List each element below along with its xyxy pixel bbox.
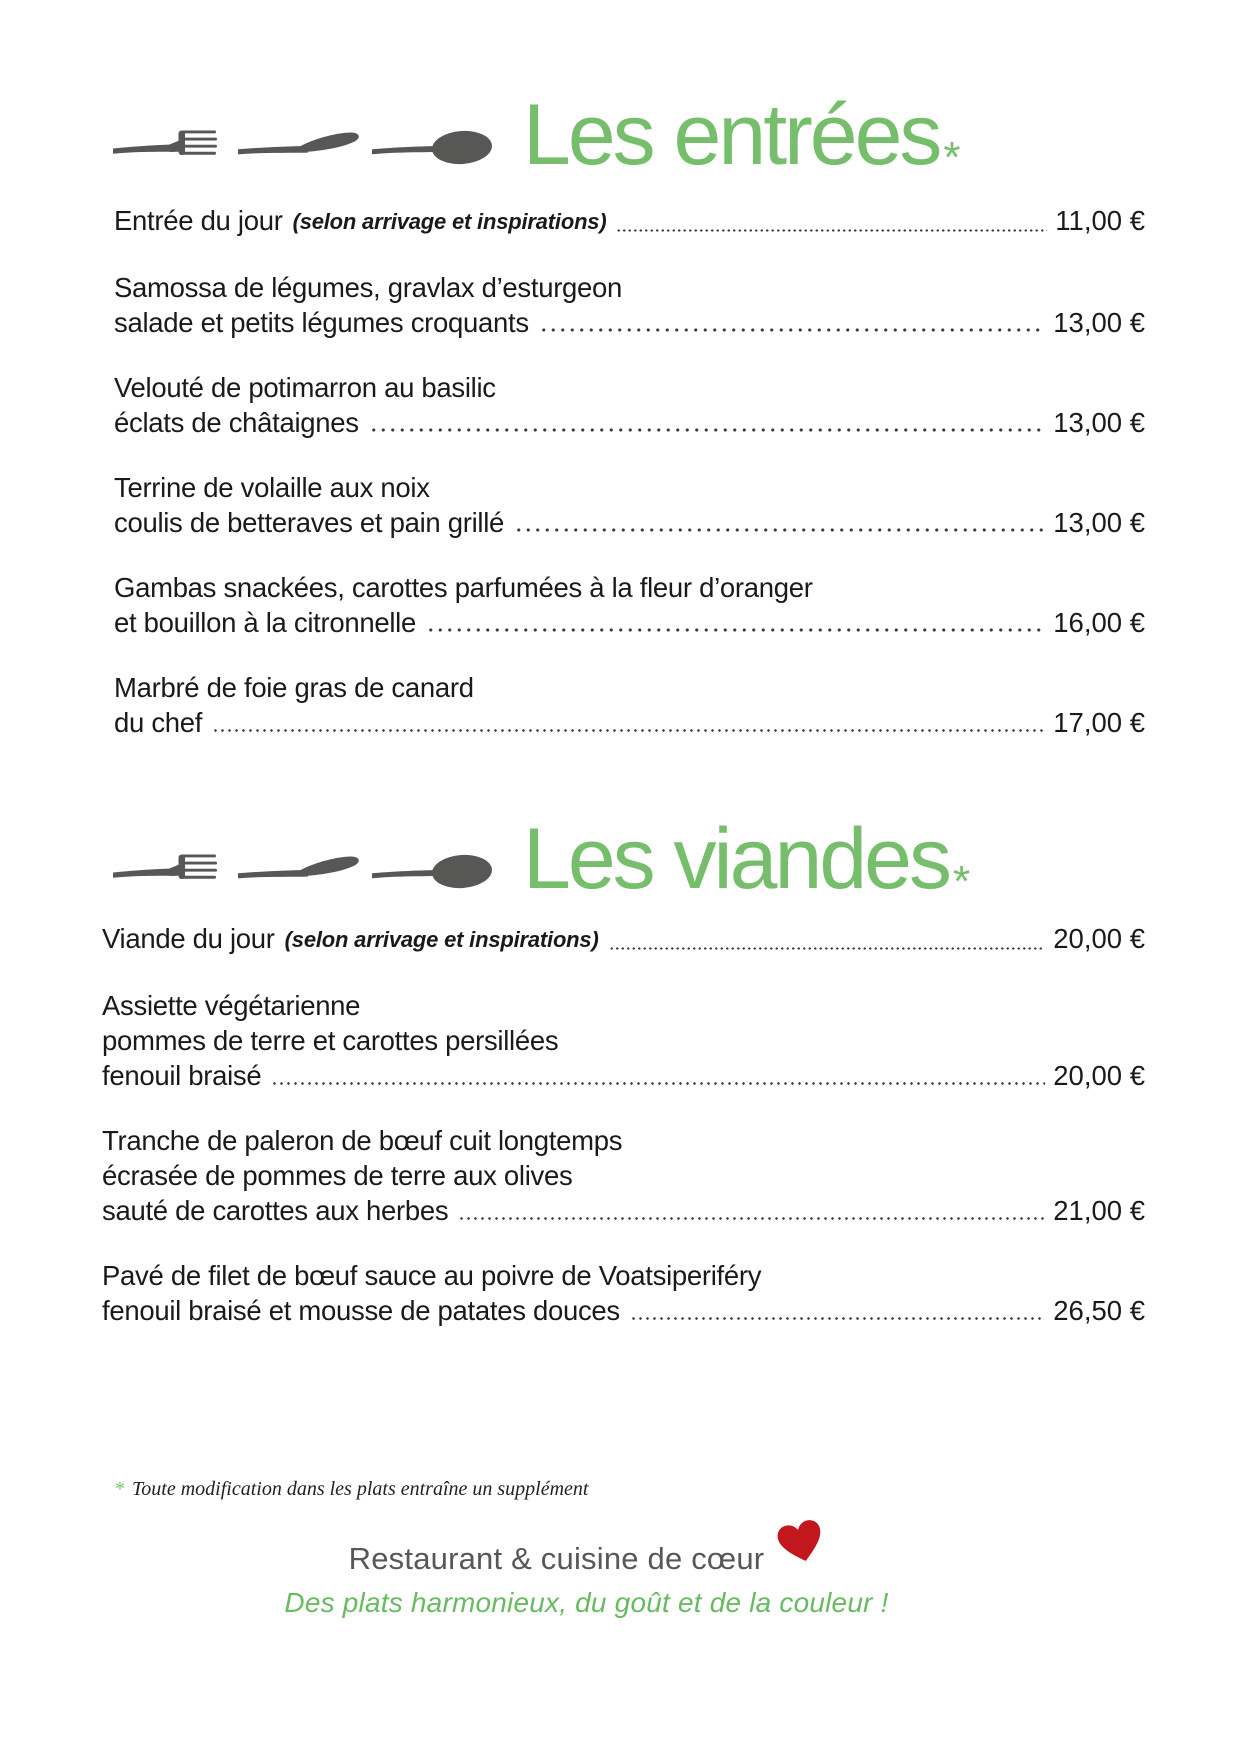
menu-item-line [114, 705, 1145, 740]
brand-row [349, 1527, 825, 1577]
dotted-leader [539, 305, 1045, 340]
dotted-leader [271, 1058, 1045, 1093]
menu-item [114, 270, 1145, 340]
section-title-text: Les viandes [523, 811, 949, 908]
dish-text: Marbré de foie gras de canard [114, 672, 474, 704]
menu-item-line [114, 605, 1145, 640]
dish-text: sauté de carottes aux herbes [102, 1195, 449, 1227]
menu-item-line [102, 1158, 1145, 1193]
section-title-asterisk: * [943, 133, 961, 182]
price: 21,00 € [1053, 1195, 1145, 1227]
dish-text: Velouté de potimarron au basilic [114, 372, 496, 404]
brand-text: Restaurant & cuisine de cœur [348, 1541, 765, 1577]
dish-text: Entrée du jour [114, 205, 283, 237]
menu-item-line [102, 1058, 1145, 1093]
menu-item-line [114, 270, 1145, 305]
dish-text: Assiette végétarienne [102, 990, 361, 1022]
section-entrees [0, 0, 1145, 740]
section-title-text: Les entrées [523, 87, 940, 183]
dish-text: écrasée de pommes de terre aux olives [102, 1160, 573, 1192]
menu-item [102, 1258, 1145, 1328]
price: 13,00 € [1053, 407, 1145, 439]
dotted-leader [369, 405, 1046, 440]
dish-text: et bouillon à la citronnelle [114, 607, 416, 639]
price: 17,00 € [1053, 707, 1145, 739]
footer [0, 1527, 1145, 1619]
dish-text: du chef [114, 707, 203, 739]
menu-item-line [102, 1293, 1145, 1328]
dotted-leader [616, 203, 1047, 240]
price: 20,00 € [1053, 1060, 1145, 1092]
dish-text: Samossa de légumes, gravlax d’esturgeon [114, 272, 623, 304]
menu-item-line [114, 670, 1145, 705]
dish-text: pommes de terre et carottes persillées [102, 1025, 559, 1057]
menu-item-line [102, 1123, 1145, 1158]
section-title [523, 811, 971, 908]
dish-text: Pavé de filet de bœuf sauce au poivre de Voatsiperiféry [102, 1260, 762, 1292]
menu-item-line [114, 405, 1145, 440]
dotted-leader [630, 1293, 1045, 1328]
price: 11,00 € [1055, 205, 1145, 237]
dish-text: éclats de châtaignes [114, 407, 359, 439]
menu-item [114, 203, 1145, 240]
section-title [523, 87, 961, 183]
dish-text: fenouil braisé [102, 1060, 262, 1092]
dish-text: Terrine de volaille aux noix [114, 472, 430, 504]
menu-item-line [114, 505, 1145, 540]
menu-item [114, 570, 1145, 640]
menu-items-list [114, 203, 1145, 740]
dish-text: Viande du jour [102, 923, 275, 955]
fork-knife-spoon-icon [110, 845, 495, 889]
dish-text: fenouil braisé et mousse de patates douces [102, 1295, 620, 1327]
menu-item [114, 370, 1145, 440]
heart-icon [774, 1516, 829, 1568]
price: 26,50 € [1053, 1295, 1145, 1327]
dish-text: salade et petits légumes croquants [114, 307, 529, 339]
menu-item [114, 670, 1145, 740]
price: 16,00 € [1053, 607, 1145, 639]
section-title-asterisk: * [952, 857, 971, 907]
menu-item-line [114, 470, 1145, 505]
fork-knife-spoon-icon [110, 121, 495, 165]
dotted-leader [212, 705, 1045, 740]
price: 13,00 € [1053, 507, 1145, 539]
menu-item [102, 921, 1145, 958]
price: 20,00 € [1053, 923, 1145, 955]
menu-item [114, 470, 1145, 540]
section-header [110, 770, 1145, 908]
footnote-text: Toute modification dans les plats entraîne un supplément [132, 1478, 589, 1501]
menu-item [102, 988, 1145, 1093]
menu-item-line [102, 1193, 1145, 1228]
dotted-leader [609, 921, 1046, 958]
footnote-asterisk: * [114, 1478, 124, 1501]
dotted-leader [426, 605, 1045, 640]
dish-text: Gambas snackées, carottes parfumées à la fleur d’oranger [114, 572, 813, 604]
menu-item-line [102, 1023, 1145, 1058]
menu-item-line [114, 203, 1145, 240]
section-header [110, 0, 1145, 181]
menu-item-line [102, 988, 1145, 1023]
price: 13,00 € [1053, 307, 1145, 339]
menu-item-line [114, 370, 1145, 405]
dish-text: Tranche de paleron de bœuf cuit longtemps [102, 1125, 623, 1157]
menu-item-line [102, 1258, 1145, 1293]
dish-note: (selon arrivage et inspirations) [292, 209, 607, 235]
dotted-leader [514, 505, 1045, 540]
menu-item-line [102, 921, 1145, 958]
dotted-leader [458, 1193, 1045, 1228]
menu-items-list [102, 921, 1145, 1328]
dish-text: coulis de betteraves et pain grillé [114, 507, 505, 539]
section-viandes [0, 770, 1145, 1328]
footnote [114, 1478, 1145, 1501]
menu-item [102, 1123, 1145, 1228]
tagline-text: Des plats harmonieux, du goût et de la couleur ! [284, 1587, 889, 1619]
menu-item-line [114, 305, 1145, 340]
dish-note: (selon arrivage et inspirations) [284, 927, 599, 953]
menu-item-line [114, 570, 1145, 605]
